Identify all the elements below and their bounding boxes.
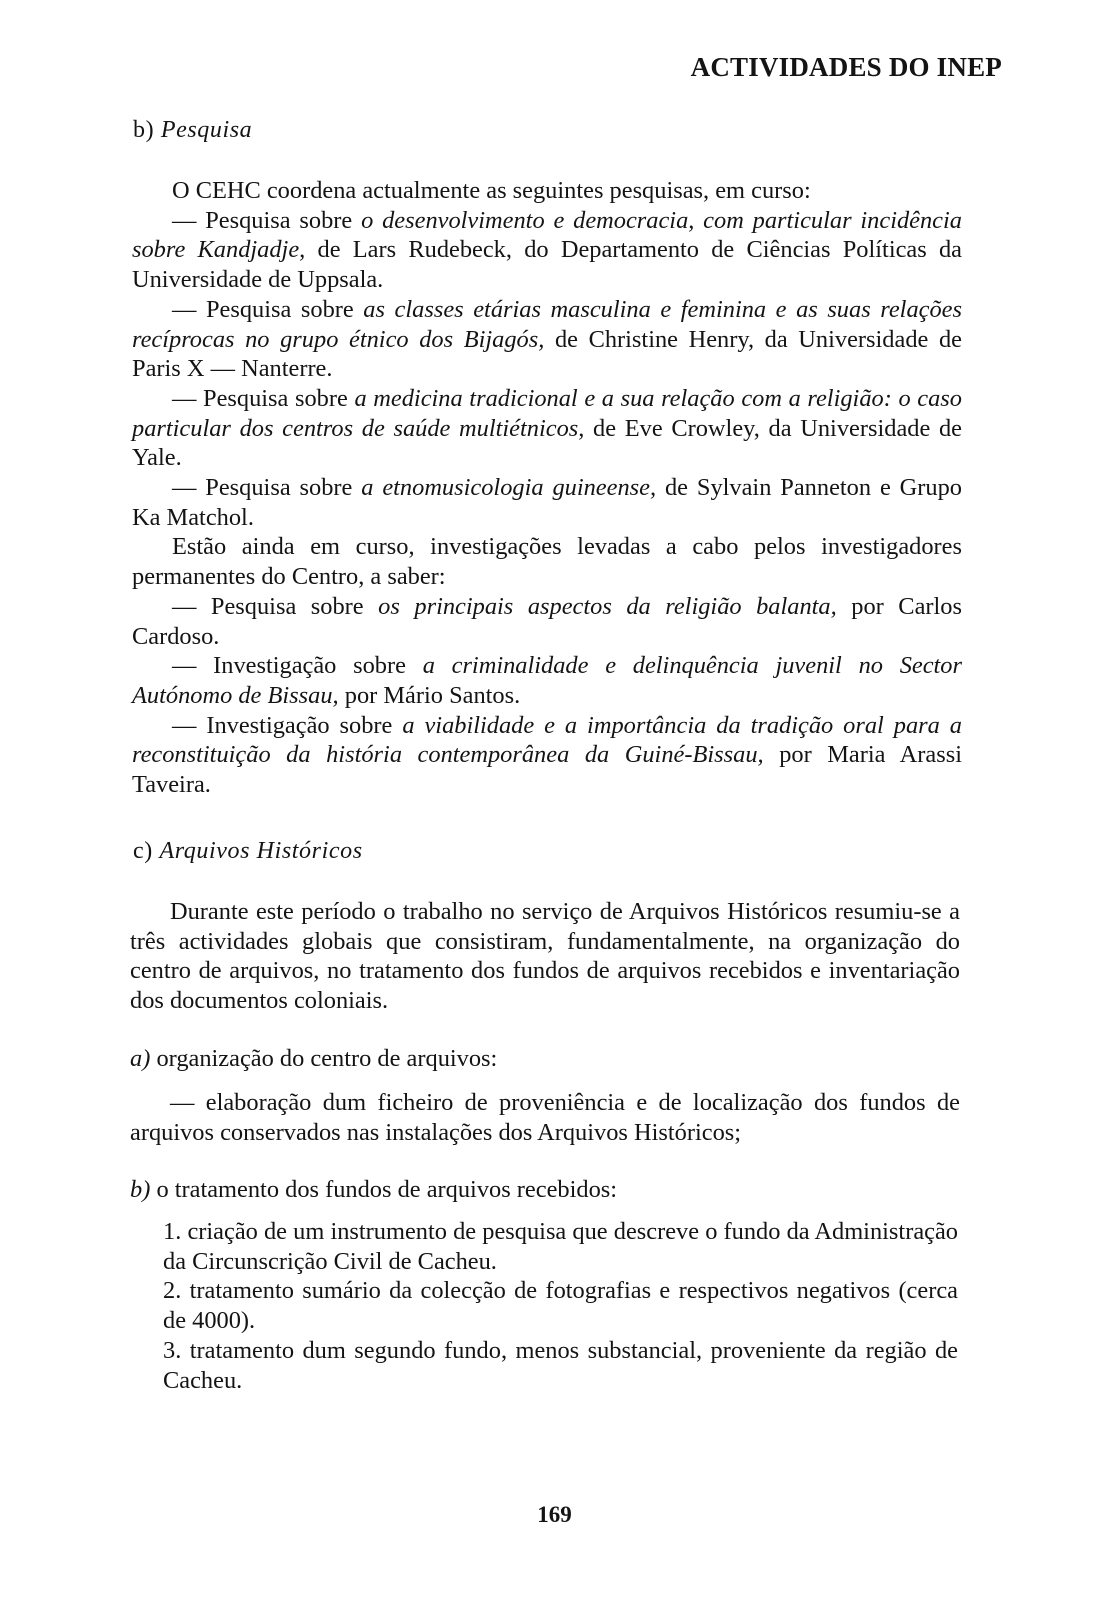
- permanent-item-topic: a criminalidade e delinquência juvenil no Sector Autónomo de Bissau,: [132, 652, 962, 709]
- permanent-research-item: [132, 711, 962, 800]
- research-item-author: de Sylvain Panneton e Grupo Ka Matchol.: [132, 474, 962, 531]
- page-number: 169: [537, 1502, 572, 1527]
- research-item-lead: — Pesquisa sobre: [172, 474, 353, 502]
- research-item-topic: as classes etárias masculina e feminina e as suas relações recíprocas no grupo étnico dos Bijagós,: [132, 295, 962, 353]
- section-b-marker: b): [133, 117, 155, 143]
- research-item-author: de Christine Henry, da Universidade de Paris X — Nanterre.: [132, 325, 962, 383]
- permanent-item-author: por Mário Santos.: [344, 681, 521, 709]
- section-c-intro: Durante este período o trabalho no serviço de Arquivos Históricos resumiu-se a três actividades globais que consistiram, fundamentalmente, na organização do centro de arquivos, no tratamento dos fundos de arquivos recebidos e inventariação dos documentos coloniais.: [130, 898, 960, 1015]
- sub-b-heading: [130, 1175, 960, 1205]
- research-item: [132, 384, 962, 473]
- sub-a-marker: a): [130, 1045, 151, 1072]
- research-item-topic: o desenvolvimento e democracia, com particular incidência sobre Kandjadje,: [132, 206, 962, 264]
- section-b-intro: O CEHC coordena actualmente as seguintes pesquisas, em curso:: [172, 177, 811, 204]
- sub-a-text: — elaboração dum ficheiro de proveniência e de localização dos fundos de arquivos conservados nas instalações dos Arquivos Históricos;: [130, 1089, 960, 1146]
- list-item: [163, 1217, 958, 1276]
- research-item-author: de Lars Rudebeck, do Departamento de Ciências Políticas da Universidade de Uppsala.: [132, 236, 962, 294]
- research-item: [132, 295, 962, 384]
- section-c-intro-block: [130, 897, 960, 1016]
- list-item-text: tratamento dum segundo fundo, menos substancial, proveniente da região de Cacheu.: [163, 1336, 958, 1394]
- sub-b-list: [163, 1217, 958, 1395]
- section-c-title: Arquivos Históricos: [159, 838, 363, 864]
- sub-b-marker: b): [130, 1176, 151, 1203]
- list-item-text: criação de um instrumento de pesquisa que descreve o fundo da Administração da Circunscrição Civil de Cacheu.: [163, 1218, 958, 1275]
- permanent-item-lead: — Investigação sobre: [172, 711, 393, 739]
- section-b-title: Pesquisa: [160, 117, 253, 143]
- sub-b-label: o tratamento dos fundos de arquivos recebidos:: [156, 1176, 618, 1203]
- permanent-research-item: [132, 651, 962, 710]
- research-item-lead: — Pesquisa sobre: [172, 206, 353, 234]
- list-item-number: 3.: [163, 1336, 182, 1364]
- list-item-number: 1.: [163, 1218, 182, 1245]
- section-b-body: [132, 176, 962, 800]
- running-header: ACTIVIDADES DO INEP: [690, 52, 1002, 82]
- permanent-item-topic: os principais aspectos da religião balanta,: [378, 592, 837, 620]
- research-item: [132, 473, 962, 532]
- section-c-heading: [133, 838, 363, 865]
- section-b-heading: [133, 117, 252, 144]
- list-item: [163, 1336, 958, 1395]
- sub-a-body: [130, 1088, 960, 1147]
- research-item-lead: — Pesquisa sobre: [172, 295, 354, 323]
- permanent-item-lead: — Pesquisa sobre: [172, 592, 364, 620]
- research-item: [132, 206, 962, 295]
- permanent-item-topic: a viabilidade e a importância da tradição oral para a reconstituição da história contemporânea da Guiné-Bissau,: [132, 711, 962, 769]
- research-item-lead: — Pesquisa sobre: [172, 384, 348, 412]
- permanent-item-lead: — Investigação sobre: [172, 652, 406, 680]
- permanent-item-author: por Carlos Cardoso.: [132, 592, 962, 650]
- research-item-author: de Eve Crowley, da Universidade de Yale.: [132, 414, 962, 472]
- section-c-marker: c): [133, 838, 153, 864]
- list-item-text: tratamento sumário da colecção de fotografias e respectivos negativos (cerca de 4000).: [163, 1277, 958, 1335]
- permanent-research-intro: Estão ainda em curso, investigações levadas a cabo pelos investigadores permanentes do Centro, a saber:: [132, 533, 962, 591]
- list-item-number: 2.: [163, 1277, 182, 1305]
- list-item: [163, 1276, 958, 1335]
- sub-a-heading: [130, 1044, 960, 1074]
- permanent-research-item: [132, 592, 962, 651]
- sub-a-label: organização do centro de arquivos:: [156, 1045, 498, 1072]
- research-item-topic: a medicina tradicional e a sua relação com a religião: o caso particular dos centros de saúde multiétnicos,: [132, 384, 962, 442]
- research-item-topic: a etnomusicologia guineense,: [361, 474, 657, 502]
- permanent-item-author: por Maria Arassi Taveira.: [132, 741, 962, 799]
